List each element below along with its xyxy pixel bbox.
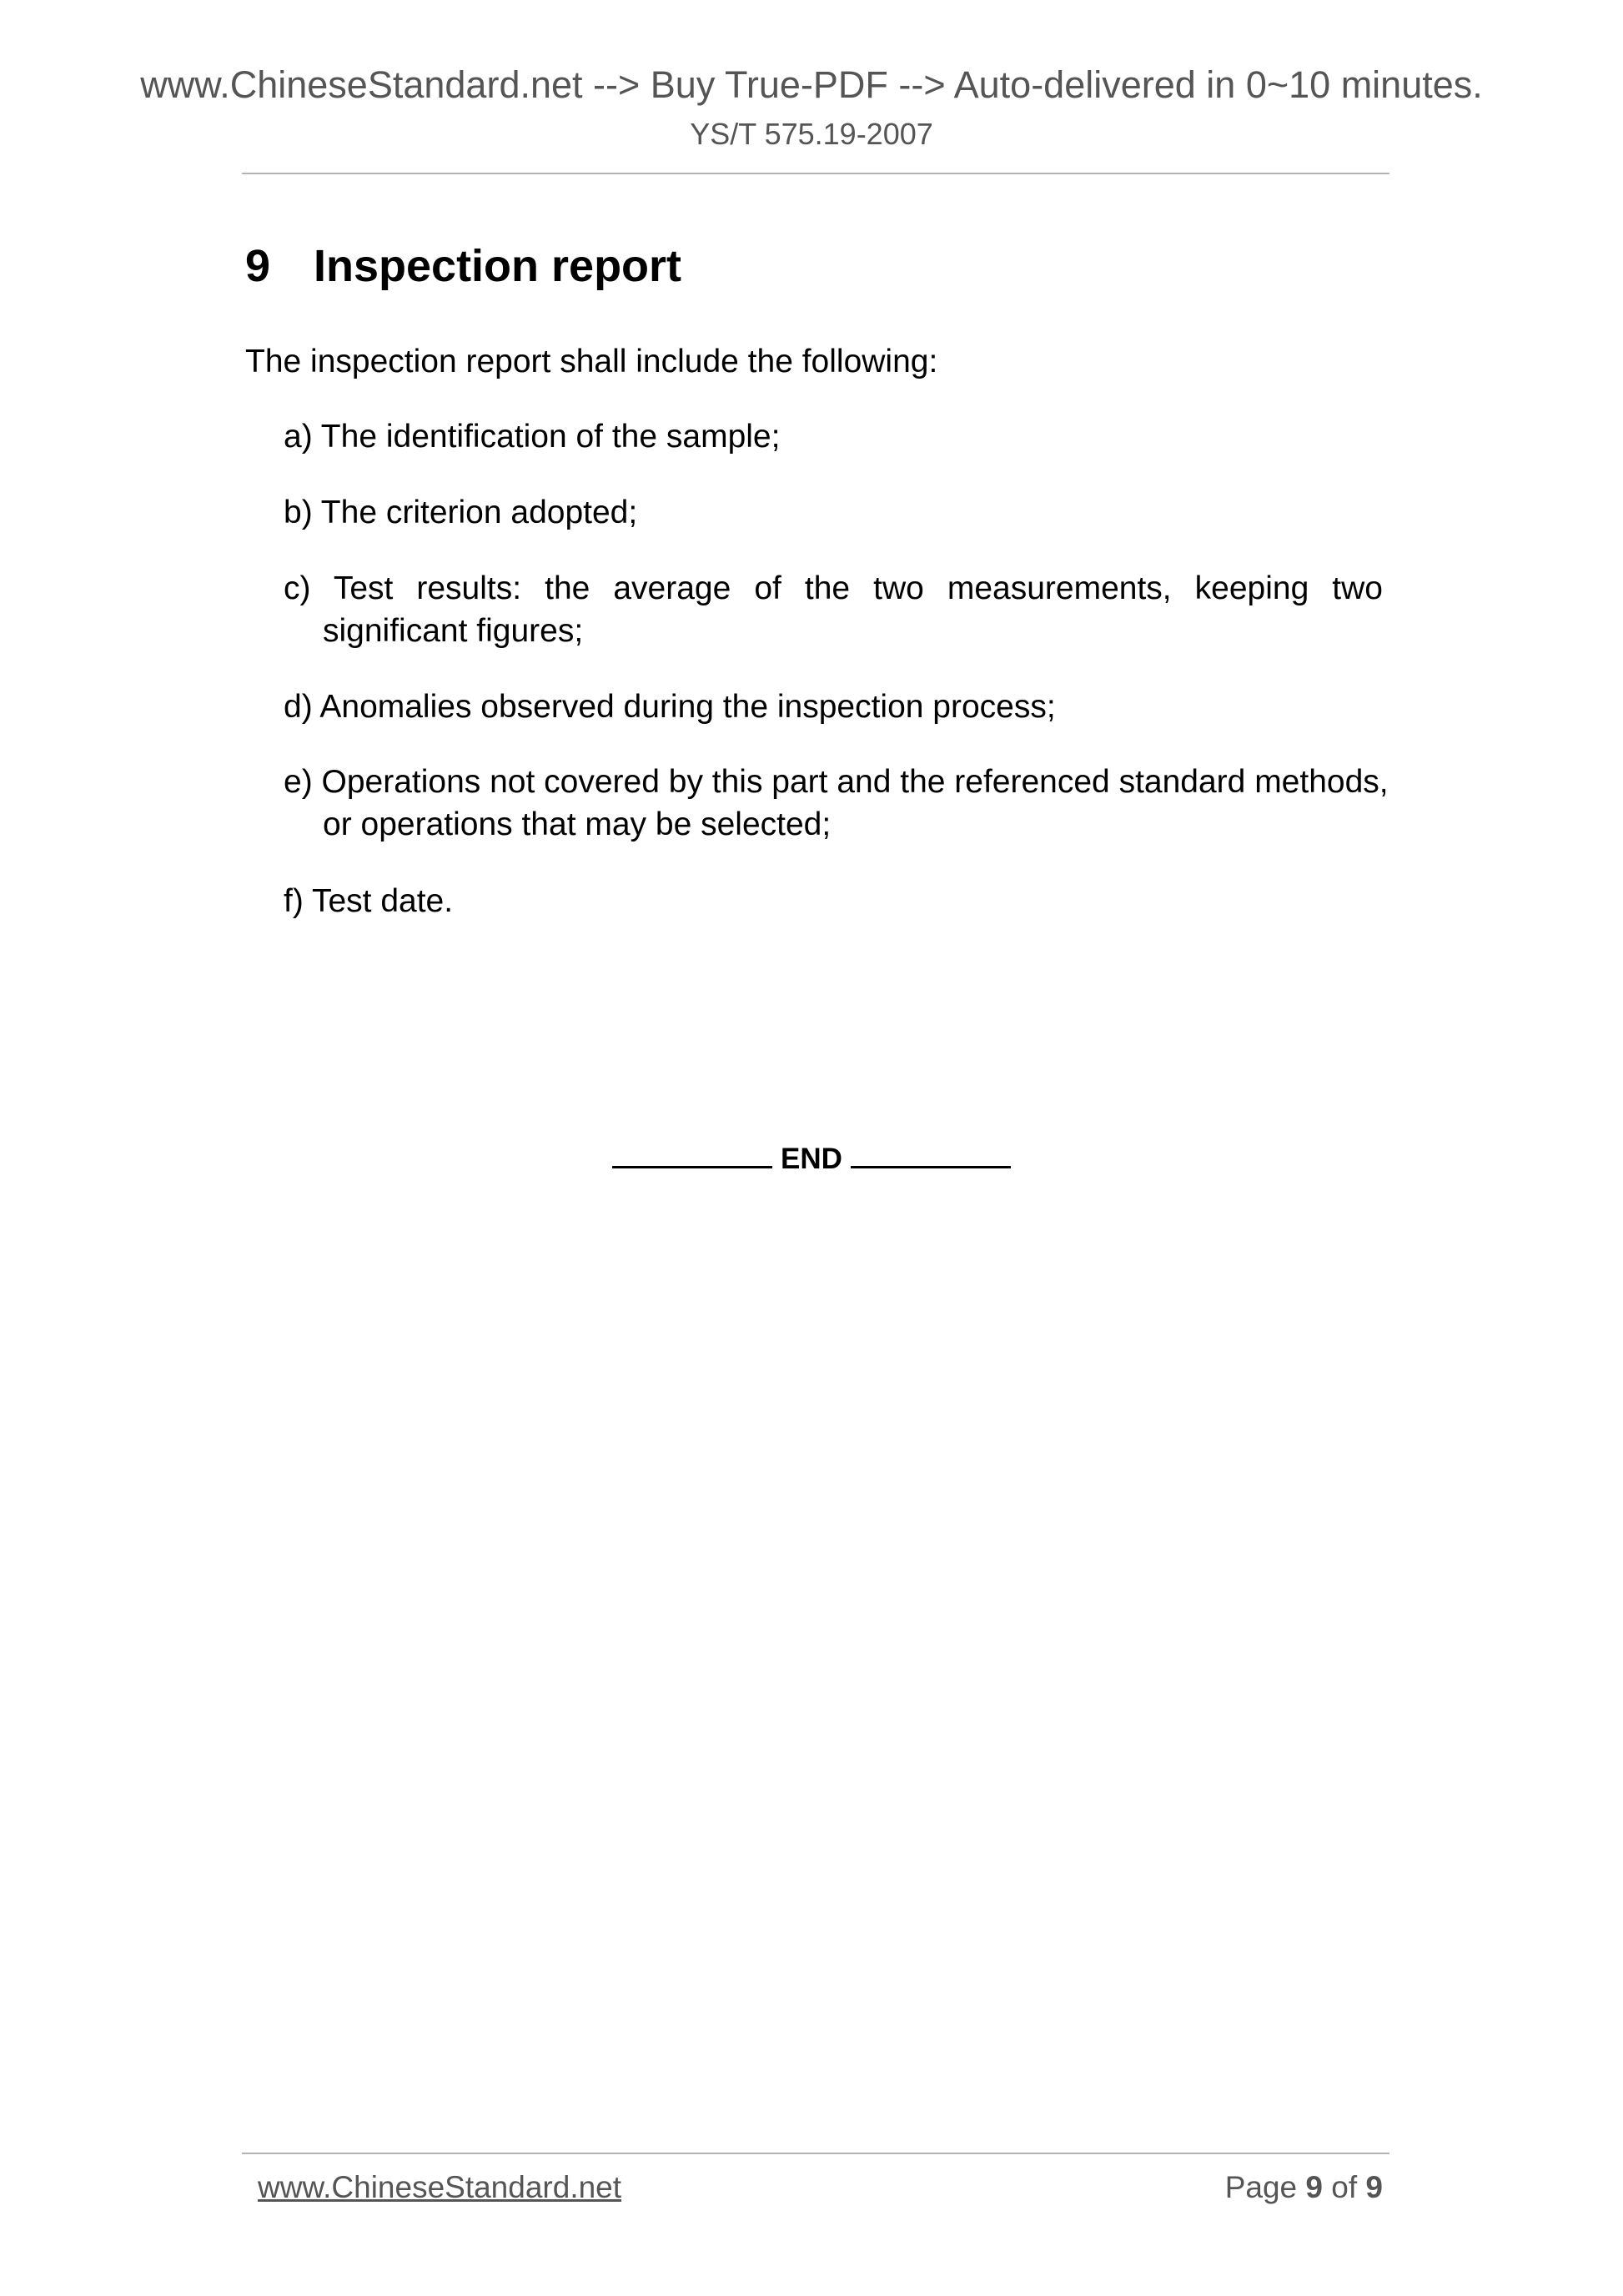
page-prefix: Page <box>1224 2170 1298 2204</box>
section-number: 9 <box>245 241 271 291</box>
intro-paragraph: The inspection report shall include the following: <box>245 344 938 379</box>
page-total: 9 <box>1365 2170 1383 2204</box>
list-item <box>284 686 1383 728</box>
list-item-continuation: significant figures; <box>323 613 584 649</box>
list-item-text: f) Test date. <box>284 883 454 919</box>
section-title: Inspection report <box>314 241 682 291</box>
list-item-continuation: or operations that may be selected; <box>323 806 832 842</box>
list-item <box>284 880 1383 922</box>
page-of: of <box>1331 2170 1358 2204</box>
list-item-text: d) Anomalies observed during the inspection process; <box>284 689 1056 725</box>
page-current: 9 <box>1305 2170 1323 2204</box>
list-item-text: b) The criterion adopted; <box>284 495 638 530</box>
end-label: END <box>781 1143 842 1175</box>
footer-website-link[interactable]: www.ChineseStandard.net <box>258 2170 622 2204</box>
list-item-text: c) Test results: the average of the two measurements, keeping two <box>284 570 1383 606</box>
list-item-text: a) The identification of the sample; <box>284 419 781 455</box>
footer-divider <box>242 2153 1389 2154</box>
header-banner: www.ChineseStandard.net --> Buy True-PDF --> Auto-delivered in 0~10 minutes. <box>140 63 1483 106</box>
end-rule-right <box>851 1165 1011 1168</box>
list-item <box>284 567 1383 652</box>
list-item <box>284 415 1383 458</box>
document-code: YS/T 575.19-2007 <box>690 117 933 151</box>
end-rule-left <box>612 1165 772 1168</box>
list-item <box>284 761 1389 846</box>
list-item-text: e) Operations not covered by this part and the referenced standard methods, <box>284 764 1389 800</box>
section-heading <box>245 240 681 292</box>
list-item <box>284 491 1383 534</box>
end-marker <box>0 1143 1623 1176</box>
header-divider <box>242 173 1389 174</box>
page-indicator <box>1225 2170 1383 2205</box>
